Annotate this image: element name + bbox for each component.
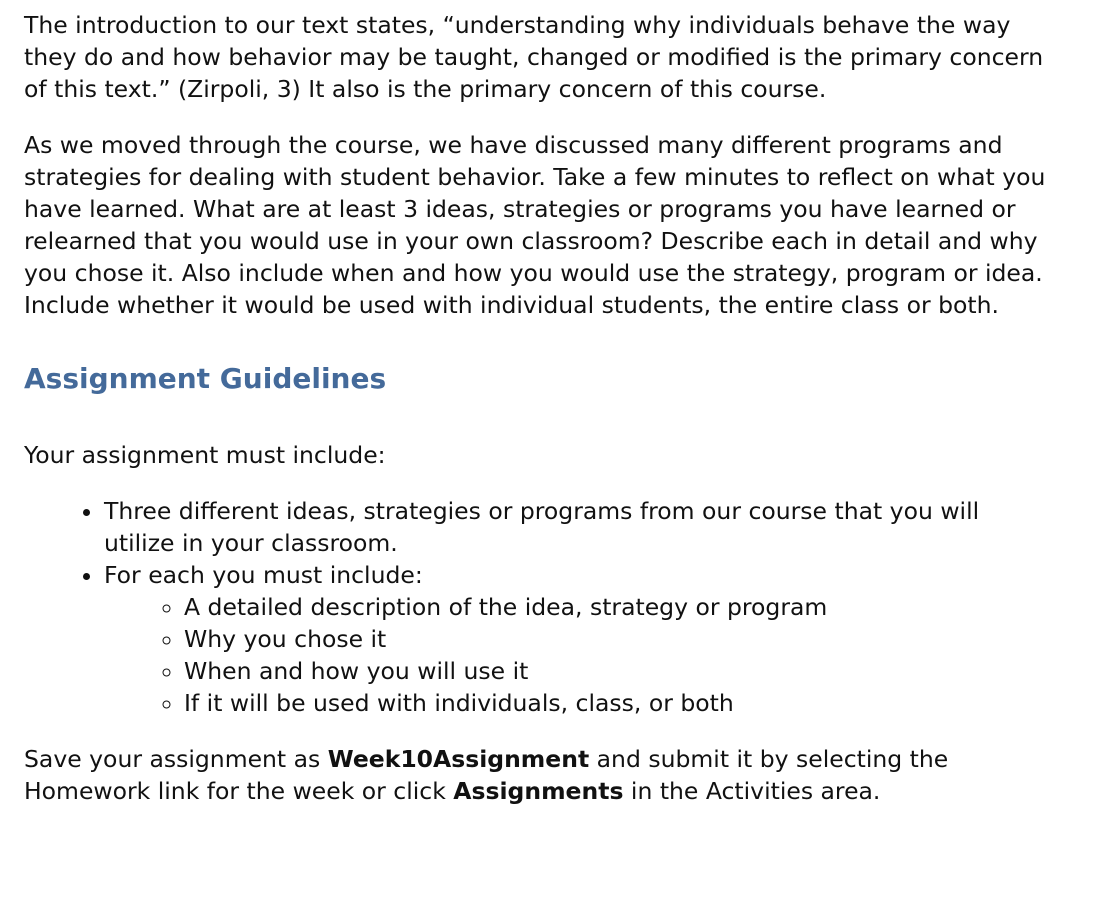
requirements-lead: Your assignment must include:: [24, 441, 386, 469]
assignment-content: [24, 9, 1054, 807]
sub-list-item: ◦ When and how you will use it: [184, 655, 1054, 687]
requirements-list: [24, 495, 1054, 719]
list-item-text: For each you must include:: [104, 561, 423, 589]
sub-list-item: ◦ A detailed description of the idea, strategy or program: [184, 591, 1054, 623]
list-item: [104, 495, 1054, 559]
instructions-paragraph: As we moved through the course, we have discussed many different programs and strategies for dealing with student behavior. Take a few minutes to reflect on what you have learned. What are at least 3 ideas, strategies or programs you have learned or relearned that you would use in your own classroom? Describe each in detail and why you chose it. Also include when and how you would use the strategy, program or idea. Include whether it would be used with individual students, the entire class or both.: [24, 131, 1046, 319]
list-item: [104, 559, 1054, 719]
sub-requirements-list: [104, 591, 1054, 719]
intro-paragraph: The introduction to our text states, “understanding why individuals behave the way they do and how behavior may be taught, changed or modified is the primary concern of this text.” (Zirpoli, 3) It also is the primary concern of this course.: [24, 11, 1044, 103]
submission-paragraph: [24, 743, 1054, 807]
submission-text: and submit it by selecting the Homework link for the week or click: [24, 745, 949, 805]
section-heading: Assignment Guidelines: [24, 362, 387, 395]
filename-text: Week10Assignment: [327, 745, 590, 773]
sub-list-item: ◦ If it will be used with individuals, class, or both: [184, 687, 1054, 719]
submission-text: in the Activities area.: [623, 777, 881, 805]
list-item-text: Three different ideas, strategies or programs from our course that you will utilize in your classroom.: [104, 497, 980, 557]
assignments-label: Assignments: [453, 777, 624, 805]
sub-list-item: ◦ Why you chose it: [184, 623, 1054, 655]
submission-text: Save your assignment as: [24, 745, 328, 773]
